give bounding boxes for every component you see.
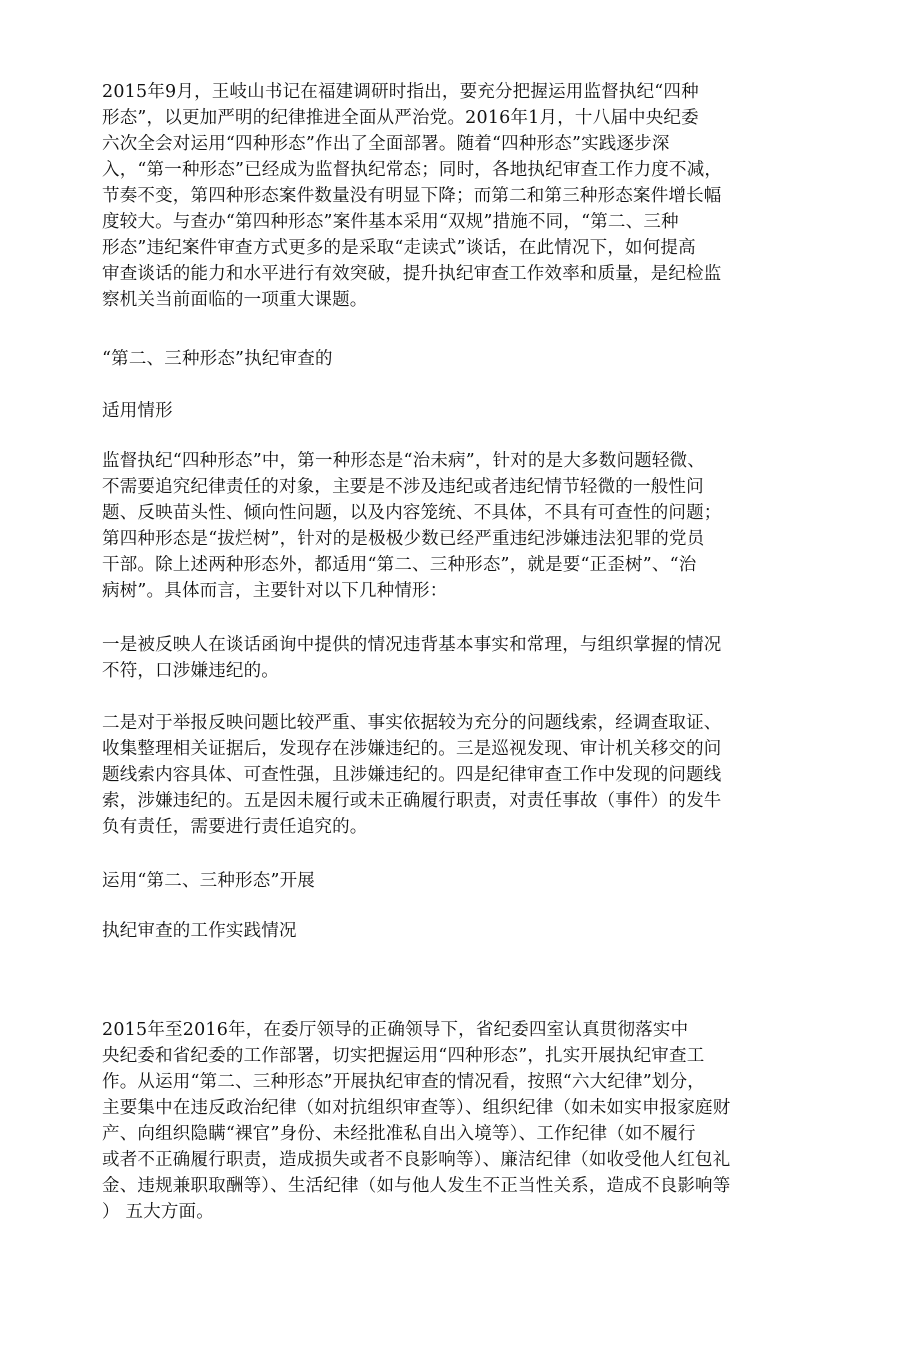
text-line: 2015年至2016年，在委厅领导的正确领导下，省纪委四室认真贯彻落实中 <box>102 1020 689 1040</box>
paragraph-situation-1 <box>102 632 818 684</box>
text-line: 金、违规兼职取酬等）、生活纪律（如与他人发生不正当性关系，造成不良影响等 <box>102 1176 731 1196</box>
paragraph-applicable-situations <box>102 448 818 604</box>
text-line: 度较大。与查办“第四种形态”案件基本采用“双规”措施不同，“第二、三种 <box>102 212 679 232</box>
text-line: 产、向组织隐瞒“裸官”身份、未经批准私自出入境等）、工作纪律（如不履行 <box>102 1124 696 1144</box>
text-line: 病树”。具体而言，主要针对以下几种情形： <box>102 581 448 601</box>
text-line: 第四种形态是“拔烂树”，针对的是极极少数已经严重违纪涉嫌违法犯罪的党员 <box>102 529 705 549</box>
section-heading-2 <box>102 868 818 894</box>
text-line: 2015年9月，王岐山书记在福建调研时指出，要充分把握运用监督执纪“四种 <box>102 82 699 102</box>
text-line: 入，“第一种形态”已经成为监督执纪常态；同时，各地执纪审查工作力度不减， <box>102 160 723 180</box>
heading-line: 运用“第二、三种形态”开展 <box>102 871 315 891</box>
text-line: 六次全会对运用“四种形态”作出了全面部署。随着“四种形态”实践逐步深 <box>102 134 670 154</box>
text-line: 监督执纪“四种形态”中，第一种形态是“治未病”，针对的是大多数问题轻微、 <box>102 451 705 471</box>
text-line: 或者不正确履行职责，造成损失或者不良影响等）、廉洁纪律（如收受他人红包礼 <box>102 1150 731 1170</box>
section-heading-2-cont <box>102 918 818 944</box>
text-line: 形态”违纪案件审查方式更多的是采取“走读式”谈话，在此情况下，如何提高 <box>102 238 696 258</box>
text-line: 索，涉嫌违纪的。五是因未履行或未正确履行职责，对责任事故（事件）的发牛 <box>102 791 722 811</box>
heading-line: 执纪审查的工作实践情况 <box>102 921 297 941</box>
heading-line: 适用情形 <box>102 401 173 421</box>
text-line: 形态”，以更加严明的纪律推进全面从严治党。2016年1月，十八届中央纪委 <box>102 108 699 128</box>
text-line: 不需要追究纪律责任的对象，主要是不涉及违纪或者违纪情节轻微的一般性问 <box>102 477 704 497</box>
text-line: 题、反映苗头性、倾向性问题，以及内容笼统、不具体，不具有可查性的问题； <box>102 503 722 523</box>
paragraph-intro <box>102 79 818 313</box>
heading-line: “第二、三种形态”执纪审查的 <box>102 349 333 369</box>
text-line: 主要集中在违反政治纪律（如对抗组织审查等）、组织纪律（如未如实申报家庭财 <box>102 1098 731 1118</box>
text-line: ） 五大方面。 <box>102 1202 214 1222</box>
text-line: 察机关当前面临的一项重大课题。 <box>102 290 368 310</box>
text-line: 央纪委和省纪委的工作部署，切实把握运用“四种形态”，扎实开展执纪审查工 <box>102 1046 705 1066</box>
text-line: 干部。除上述两种形态外，都适用“第二、三种形态”，就是要“正歪树”、“治 <box>102 555 697 575</box>
text-line: 负有责任，需要进行责任追究的。 <box>102 817 368 837</box>
text-line: 审查谈话的能力和水平进行有效突破，提升执纪审查工作效率和质量，是纪检监 <box>102 264 722 284</box>
paragraph-situations-2-5 <box>102 710 818 840</box>
section-heading-1 <box>102 346 818 372</box>
text-line: 节奏不变，第四种形态案件数量没有明显下降；而第二和第三种形态案件增长幅 <box>102 186 722 206</box>
paragraph-practice <box>102 1017 818 1225</box>
text-line: 收集整理相关证据后，发现存在涉嫌违纪的。三是巡视发现、审计机关移交的问 <box>102 739 722 759</box>
text-line: 二是对于举报反映问题比较严重、事实依据较为充分的问题线索，经调查取证、 <box>102 713 722 733</box>
section-heading-1-cont <box>102 398 818 424</box>
text-line: 不符，口涉嫌违纪的。 <box>102 661 279 681</box>
text-line: 作。从运用“第二、三种形态”开展执纪审查的情况看，按照“六大纪律”划分， <box>102 1072 705 1092</box>
text-line: 一是被反映人在谈话函询中提供的情况违背基本事实和常理，与组织掌握的情况 <box>102 635 722 655</box>
text-line: 题线索内容具体、可查性强，且涉嫌违纪的。四是纪律审查工作中发现的问题线 <box>102 765 722 785</box>
